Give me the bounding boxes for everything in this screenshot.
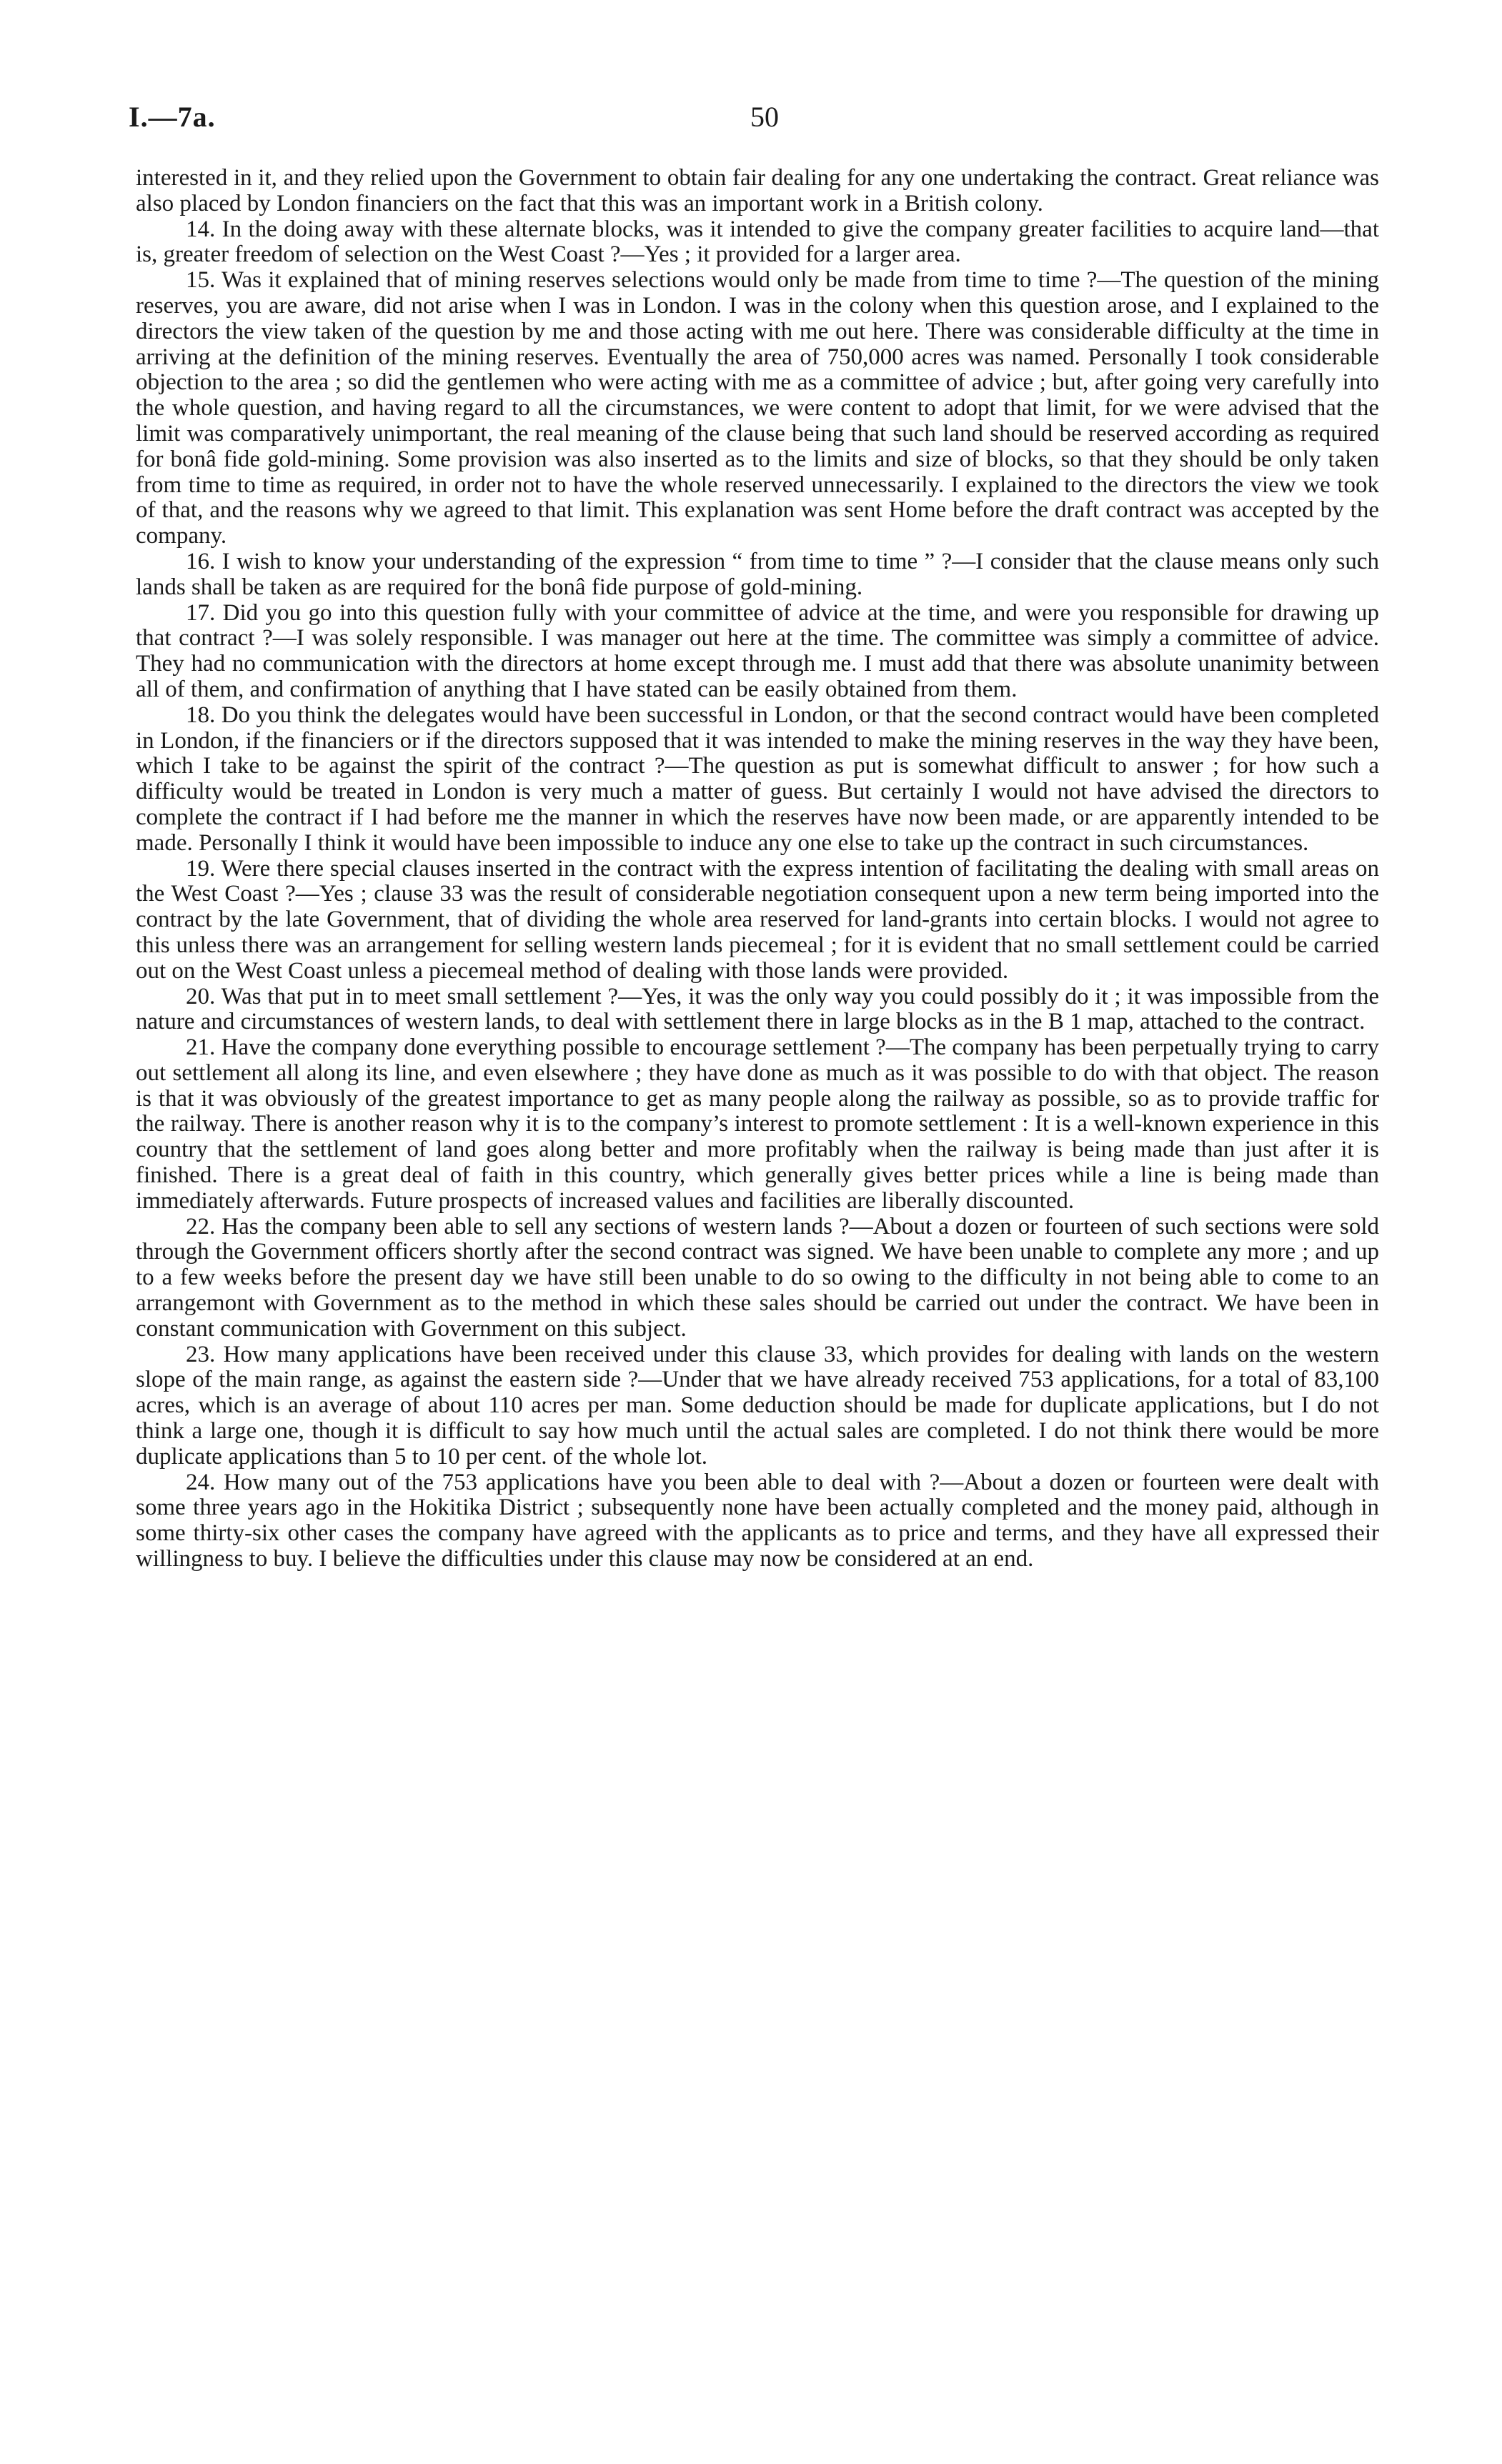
question-14: 14. In the doing away with these alternate blocks, was it intended to give the company greater facilities to acquire land—that is, greater freedom of selection on the West Coast ?—Yes ; it provided for a larger area.	[136, 216, 1379, 268]
question-21: 21. Have the company done everything possible to encourage settlement ?—The company has been perpetually trying to carry out settlement all along its line, and even elsewhere ; they have done as much as it was possible to do with that object. The reason is that it was obviously of the greatest importance to get as many people along the railway as possible, so as to provide traffic for the railway. There is another reason why it is to the company’s interest to promote settlement : It is a well-known experience in this country that the settlement of land goes along better and more profitably when the railway is being made than just after it is finished. There is a great deal of faith in this country, which generally gives better prices while a line is being made than immediately afterwards. Future prospects of increased values and facilities are liberally discounted.	[136, 1034, 1379, 1214]
question-22: 22. Has the company been able to sell any sections of western lands ?—About a dozen or fourteen of such sections were sold through the Government officers shortly after the second contract was signed. We have been unable to complete any more ; and up to a few weeks before the present day we have still been unable to do so owing to the difficulty in not being able to come to an arrangemont with Government as to the method in which these sales should be carried out under the contract. We have been in constant communication with Government on this subject.	[136, 1213, 1379, 1342]
page-header	[129, 100, 1373, 143]
document-code: I.—7a.	[129, 101, 216, 133]
document-body	[136, 166, 1379, 1572]
question-24: 24. How many out of the 753 applications have you been able to deal with ?—About a dozen or fourteen were dealt with some three years ago in the Hokitika District ; subsequently none have been actually completed and the money paid, although in some thirty-six other cases the company have agreed with the applicants as to price and terms, and they have all expressed their willingness to buy. I believe the difficulties under this clause may now be considered at an end.	[136, 1469, 1379, 1572]
question-17: 17. Did you go into this question fully with your committee of advice at the time, and were you responsible for drawing up that contract ?—I was solely responsible. I was manager out here at the time. The committee was simply a committee of advice. They had no communication with the directors at home except through me. I must add that there was absolute unanimity between all of them, and confirmation of anything that I have stated can be easily obtained from them.	[136, 599, 1379, 702]
question-19: 19. Were there special clauses inserted in the contract with the express intention of facilitating the dealing with small areas on the West Coast ?—Yes ; clause 33 was the result of considerable negotiation consequent upon a new term being imported into the contract by the late Government, that of dividing the whole area reserved for land-grants into certain blocks. I would not agree to this unless there was an arrangement for selling western lands piecemeal ; for it is evident that no small settlement could be carried out on the West Coast unless a piecemeal method of dealing with those lands were provided.	[136, 855, 1379, 984]
question-16: 16. I wish to know your understanding of the expression “ from time to time ” ?—I consider that the clause means only such lands shall be taken as are required for the bonâ fide purpose of gold-mining.	[136, 548, 1379, 600]
page-number: 50	[750, 101, 779, 133]
question-23: 23. How many applications have been received under this clause 33, which provides for dealing with lands on the western slope of the main range, as against the eastern side ?—Under that we have already received 753 applications, for a total of 83,100 acres, which is an average of about 110 acres per man. Some deduction should be made for duplicate applications, but I do not think a large one, though it is difficult to say how much until the actual sales are completed. I do not think there would be more duplicate applications than 5 to 10 per cent. of the whole lot.	[136, 1341, 1379, 1470]
paragraph-continuation: interested in it, and they relied upon the Government to obtain fair dealing for any one undertaking the contract. Great reliance was also placed by London financiers on the fact that this was an important work in a British colony.	[136, 165, 1379, 216]
question-20: 20. Was that put in to meet small settlement ?—Yes, it was the only way you could possibly do it ; it was impossible from the nature and circumstances of western lands, to deal with settlement there in large blocks as in the B 1 map, attached to the contract.	[136, 983, 1379, 1035]
question-18: 18. Do you think the delegates would have been successful in London, or that the second contract would have been completed in London, if the financiers or if the directors supposed that it was intended to make the mining reserves in the way they have been, which I take to be against the spirit of the contract ?—The question as put is somewhat difficult to answer ; for how such a difficulty would be treated in London is very much a matter of guess. But certainly I would not have advised the directors to complete the contract if I had before me the manner in which the reserves have now been made, or are apparently intended to be made. Personally I think it would have been impossible to induce any one else to take up the contract in such circumstances.	[136, 702, 1379, 856]
question-15: 15. Was it explained that of mining reserves selections would only be made from time to time ?—The question of the mining reserves, you are aware, did not arise when I was in London. I was in the colony when this question arose, and I explained to the directors the view taken of the question by me and those acting with me out here. There was considerable difficulty at the time in arriving at the definition of the mining reserves. Eventually the area of 750,000 acres was named. Personally I took considerable objection to the area ; so did the gentlemen who were acting with me as a committee of advice ; but, after going very carefully into the whole question, and having regard to all the circumstances, we were content to adopt that limit, for we were advised that the limit was comparatively unimportant, the real meaning of the clause being that such land should be reserved according as required for bonâ fide gold-mining. Some provision was also inserted as to the limits and size of blocks, so that they should be only taken from time to time as required, in order not to have the whole reserved unnecessarily. I explained to the directors the view we took of that, and the reasons why we agreed to that limit. This explanation was sent Home before the draft contract was accepted by the company.	[136, 267, 1379, 549]
